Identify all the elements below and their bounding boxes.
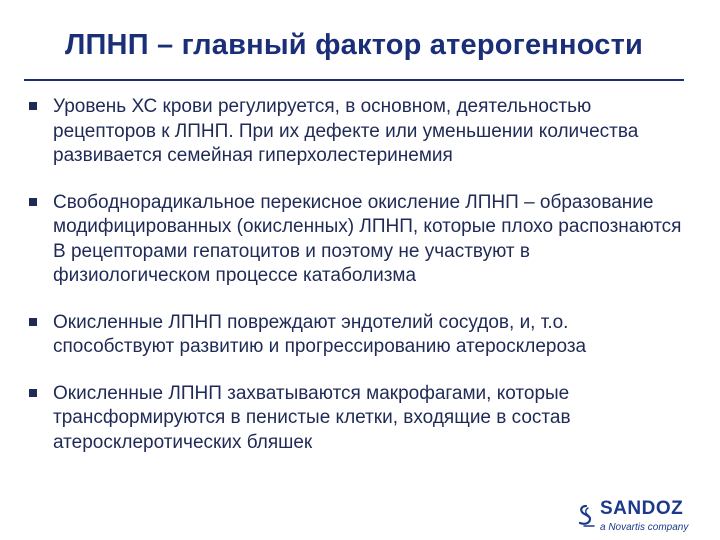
logo-tagline: a Novartis company: [600, 522, 689, 533]
bullet-text: Окисленные ЛПНП повреждают эндотелий сосудов, и, т.о. способствуют развитию и прогрессированию атеросклероза: [53, 311, 587, 357]
sandoz-logo-icon: [575, 504, 597, 528]
bullet-list: [29, 95, 689, 477]
bullet-item: [29, 95, 689, 169]
bullet-text: Свободнорадикальное перекисное окисление ЛПНП – образование модифицированных (окисленных) ЛПНП, которые плохо распознаются В рецепторами гепатоцитов и поэтому не участвуют в физиологическом процессе катаболизма: [53, 191, 682, 286]
bullet-text: Окисленные ЛПНП захватываются макрофагами, которые трансформируются в пенистые клетки, входящие в состав атеросклеротических бляшек: [53, 382, 571, 453]
bullet-text: Уровень ХС крови регулируется, в основном, деятельностью рецепторов к ЛПНП. При их дефекте или уменьшении количества развивается семейная гиперхолестеринемия: [53, 96, 639, 166]
logo-name: SANDOZ: [600, 498, 684, 519]
bullet-item: [29, 382, 689, 456]
square-bullet-icon: [29, 198, 37, 206]
slide-title: ЛПНП – главный фактор атерогенности: [64, 29, 644, 61]
sandoz-logo: [575, 497, 700, 537]
bullet-item: [29, 191, 689, 289]
square-bullet-icon: [29, 389, 37, 397]
square-bullet-icon: [29, 102, 37, 110]
bullet-item: [29, 311, 689, 360]
title-area: [24, 13, 684, 81]
square-bullet-icon: [29, 318, 37, 326]
